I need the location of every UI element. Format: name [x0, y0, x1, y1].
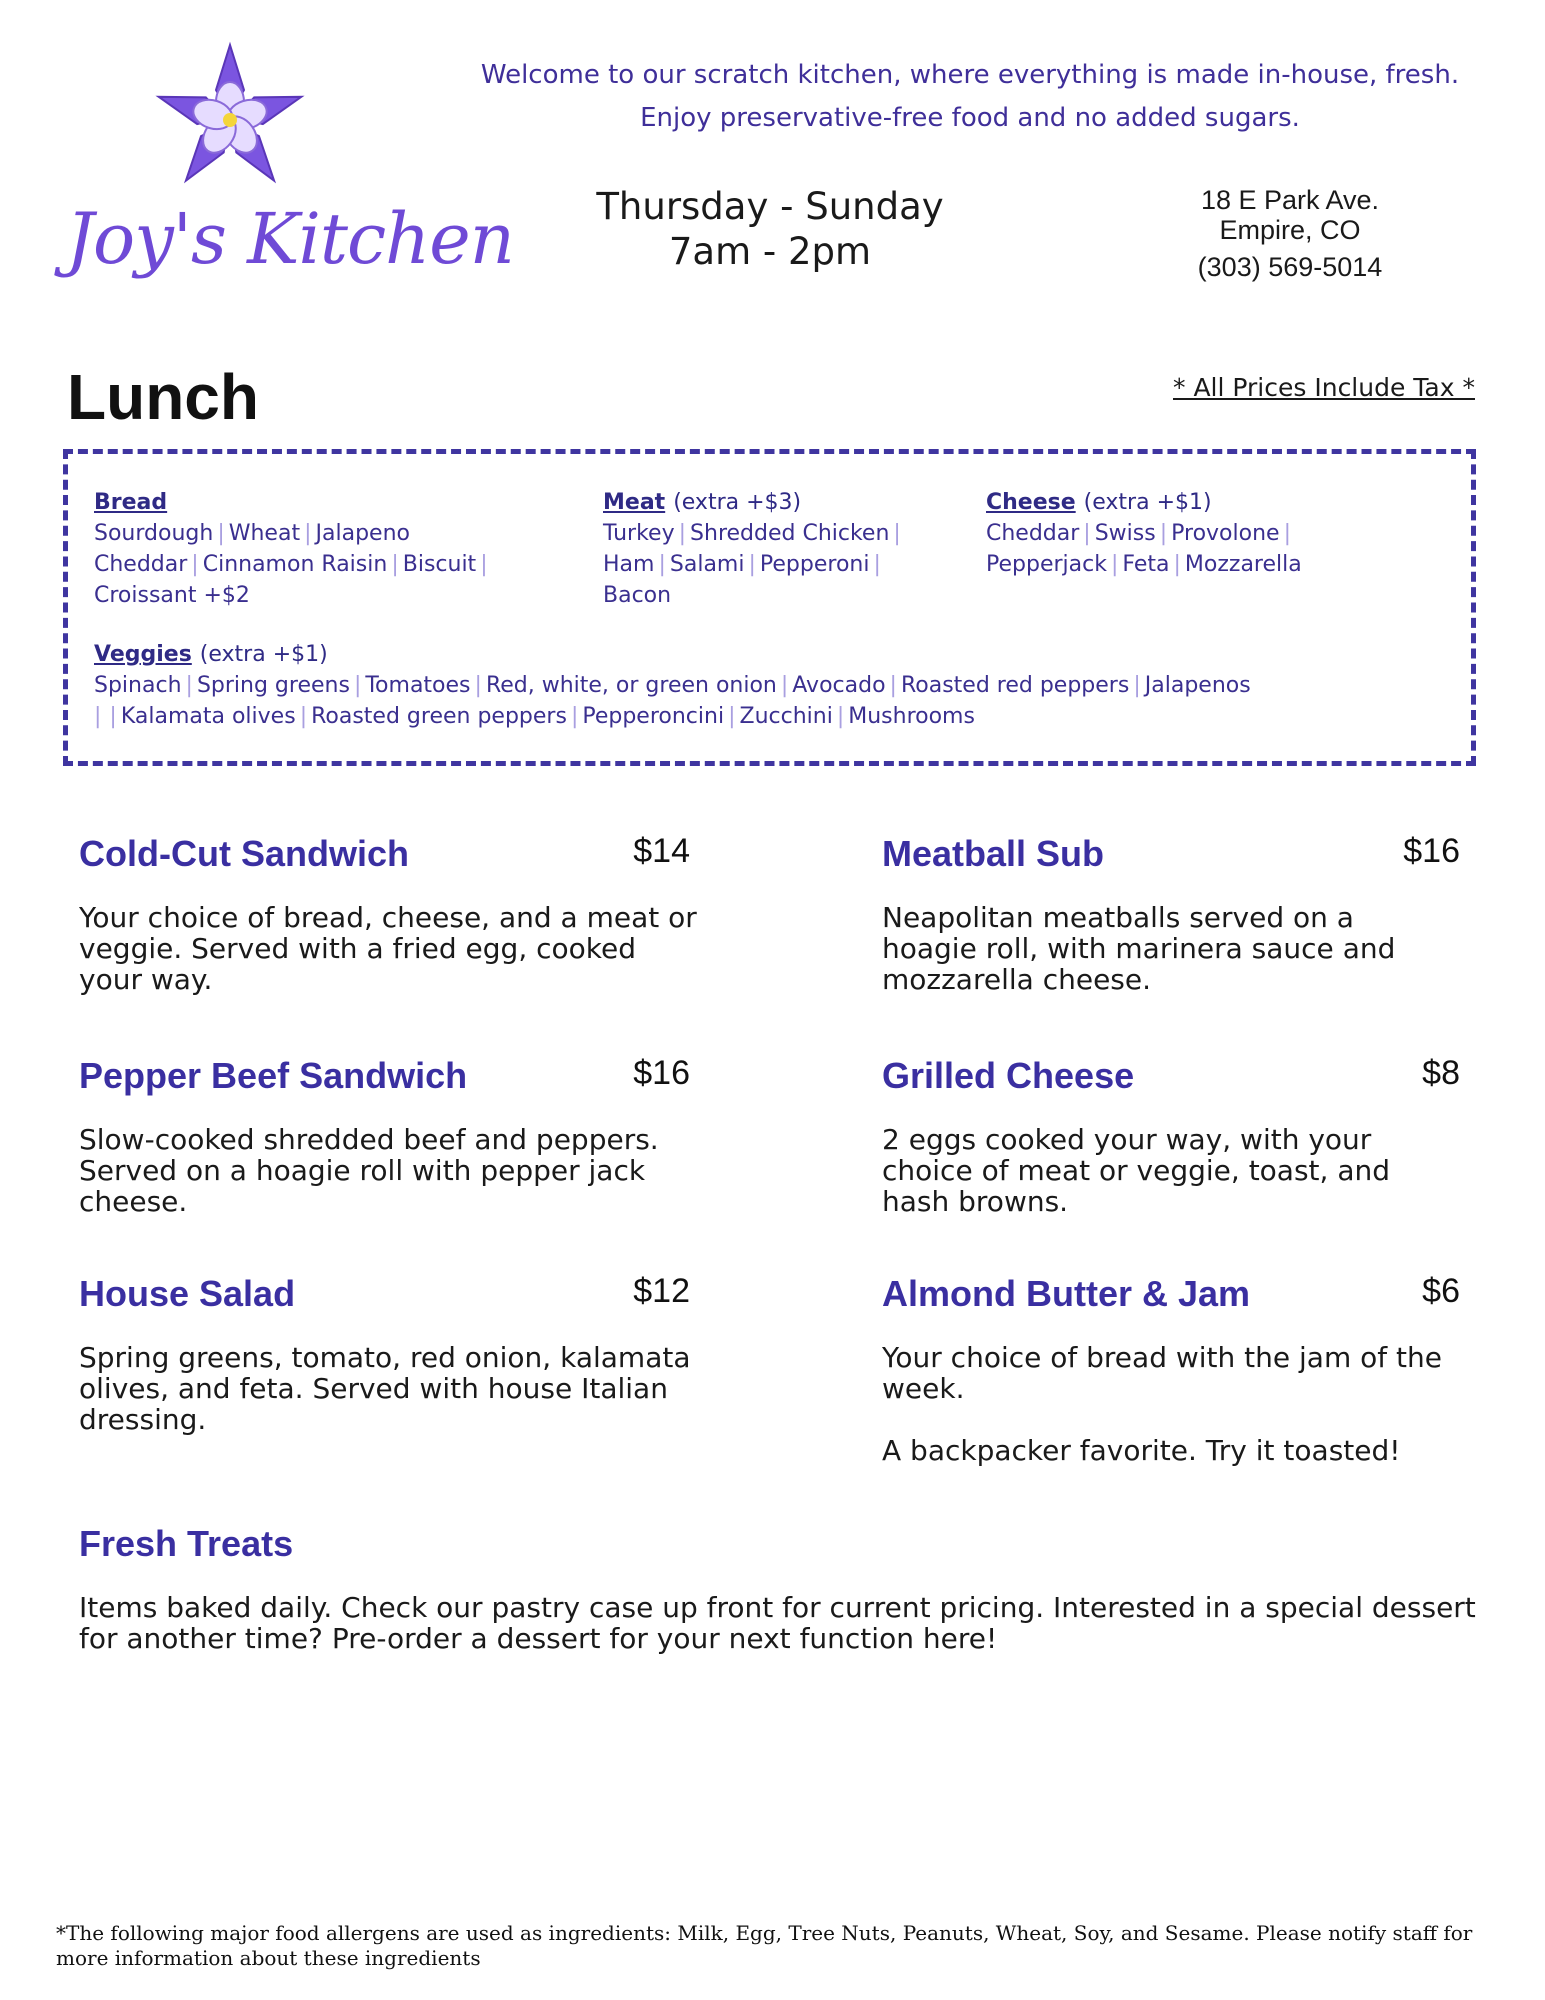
opening-days: Thursday - Sunday — [596, 185, 944, 228]
option-item: Zucchini — [739, 704, 833, 729]
pipe-separator: | — [570, 704, 579, 729]
pipe-separator: | — [1159, 521, 1168, 546]
option-extra: (extra +$3) — [673, 490, 802, 515]
option-group-bread — [94, 487, 574, 611]
option-item: Pepperoncini — [582, 704, 725, 729]
item-description — [882, 902, 1452, 995]
description-paragraph: 2 eggs cooked your way, with your choice of meat or veggie, toast, and hash browns. — [882, 1123, 1391, 1218]
description-paragraph: Neapolitan meatballs served on a hoagie roll, with marinera sauce and mozzarella cheese. — [882, 901, 1396, 996]
option-item: Shredded Chicken — [690, 521, 890, 546]
item-price: $8 — [1422, 1054, 1460, 1092]
pipe-separator: | — [836, 704, 845, 729]
opening-hours — [540, 184, 1000, 274]
tax-note: * All Prices Include Tax * — [1173, 373, 1475, 402]
item-title: Almond Butter & Jam — [882, 1273, 1251, 1314]
address-line-2: Empire, CO — [1219, 215, 1361, 245]
option-row — [94, 549, 574, 580]
welcome-line-1: Welcome to our scratch kitchen, where everything is made in-house, fresh. — [480, 60, 1460, 90]
option-rows — [603, 518, 983, 611]
pipe-separator: | — [1133, 673, 1141, 698]
option-row — [94, 701, 1464, 732]
pipe-separator: | — [728, 704, 736, 729]
treats-description: Items baked daily. Check our pastry case up front for current pricing. Interested in a special dessert for another time? Pre-order a dessert for your next function here! — [79, 1591, 1476, 1655]
pipe-separator: | — [678, 521, 687, 546]
item-description — [79, 1124, 699, 1217]
option-row — [603, 580, 983, 611]
option-rows — [94, 670, 1464, 732]
item-title: Pepper Beef Sandwich — [79, 1055, 468, 1096]
pipe-separator: | — [1173, 552, 1181, 577]
pipe-separator: | — [1283, 521, 1291, 546]
option-item: Roasted green peppers — [311, 704, 567, 729]
pipe-separator: | — [658, 552, 666, 577]
option-item: Biscuit — [402, 552, 477, 577]
item-description — [882, 1342, 1472, 1466]
pipe-separator: | — [217, 521, 225, 546]
option-item: Salami — [669, 552, 745, 577]
page-title: Lunch — [67, 361, 259, 433]
pipe-separator: | — [353, 673, 362, 698]
option-rows — [94, 518, 574, 611]
pipe-separator: | — [1083, 521, 1091, 546]
description-paragraph: A backpacker favorite. Try it toasted! — [882, 1434, 1401, 1467]
item-price: $16 — [1403, 832, 1460, 870]
address-line-1: 18 E Park Ave. — [1200, 185, 1380, 215]
option-group-meat — [603, 487, 983, 611]
option-heading: Veggies — [94, 642, 192, 667]
option-item: Pepperoni — [759, 552, 870, 577]
description-paragraph: Slow-cooked shredded beef and peppers. Served on a hoagie roll with pepper jack cheese. — [79, 1123, 659, 1218]
option-item: Cheddar — [986, 521, 1080, 546]
welcome-line-2: Enjoy preservative-free food and no added sugars. — [640, 103, 1300, 133]
option-item: Red, white, or green onion — [485, 673, 777, 698]
option-item: Feta — [1122, 552, 1170, 577]
option-item: Tomatoes — [365, 673, 471, 698]
description-paragraph: Spring greens, tomato, red onion, kalamata olives, and feta. Served with house Italian dressing. — [79, 1341, 691, 1436]
option-row — [603, 518, 983, 549]
pipe-separator: | — [889, 673, 897, 698]
pipe-separator: | — [873, 552, 881, 577]
pipe-separator: | — [748, 552, 756, 577]
option-row — [94, 670, 1464, 701]
pipe-separator: | — [191, 552, 199, 577]
description-paragraph: Your choice of bread, cheese, and a meat or veggie. Served with a fried egg, cooked your way. — [79, 901, 697, 996]
option-extra: (extra +$1) — [1083, 490, 1212, 515]
option-row — [603, 549, 983, 580]
description-paragraph: Your choice of bread with the jam of the week. — [882, 1341, 1442, 1405]
option-row — [986, 518, 1466, 549]
pipe-separator: | — [391, 552, 399, 577]
option-item: Spinach — [94, 673, 182, 698]
item-description — [79, 902, 699, 995]
opening-times: 7am - 2pm — [668, 230, 872, 273]
option-item: Ham — [603, 552, 655, 577]
item-price: $12 — [633, 1272, 690, 1310]
option-item: Provolone — [1171, 521, 1280, 546]
option-item: Sourdough — [94, 521, 214, 546]
option-row — [94, 518, 574, 549]
pipe-separator: | — [94, 704, 102, 729]
item-title: Grilled Cheese — [882, 1055, 1135, 1096]
option-heading: Cheese — [986, 490, 1076, 515]
item-title: Meatball Sub — [882, 833, 1105, 874]
pipe-separator: | — [474, 673, 482, 698]
welcome-message — [470, 54, 1470, 140]
option-item: Croissant +$2 — [94, 583, 250, 608]
option-item: Bacon — [603, 583, 672, 608]
option-item: Wheat — [228, 521, 301, 546]
pipe-separator: | — [893, 521, 901, 546]
option-group-cheese — [986, 487, 1466, 580]
option-item: Kalamata olives — [120, 704, 296, 729]
pipe-separator: | — [304, 521, 312, 546]
option-extra: (extra +$1) — [199, 642, 328, 667]
option-item: Jalapeno — [315, 521, 410, 546]
phone-number: (303) 569-5014 — [1197, 252, 1383, 282]
item-title: House Salad — [79, 1273, 296, 1314]
option-rows — [986, 518, 1466, 580]
option-item: Cheddar — [94, 552, 188, 577]
brand-name: Joy's Kitchen — [66, 198, 514, 280]
pipe-separator: | — [780, 673, 789, 698]
option-item: Pepperjack — [986, 552, 1107, 577]
pipe-separator: | — [1110, 552, 1119, 577]
pipe-separator: | — [299, 704, 308, 729]
pipe-separator: | — [480, 552, 488, 577]
item-description — [882, 1124, 1452, 1217]
option-item: Spring greens — [196, 673, 350, 698]
item-description — [79, 1342, 699, 1435]
pipe-separator: | — [109, 704, 117, 729]
option-item: Avocado — [792, 673, 886, 698]
contact-info — [1120, 185, 1460, 282]
option-item: Swiss — [1094, 521, 1156, 546]
item-price: $6 — [1422, 1272, 1460, 1310]
option-item: Mozzarella — [1184, 552, 1302, 577]
item-price: $14 — [633, 832, 690, 870]
option-item: Jalapenos — [1144, 673, 1251, 698]
allergen-footnote: *The following major food allergens are used as ingredients: Milk, Egg, Tree Nuts, Peanuts, Wheat, Soy, and Sesame. Please notify staff for more information about these ingredients — [56, 1921, 1473, 1970]
option-item: Cinnamon Raisin — [202, 552, 388, 577]
option-heading: Bread — [94, 490, 168, 515]
pipe-separator: | — [185, 673, 193, 698]
build-options-box — [63, 449, 1476, 766]
item-price: $16 — [633, 1054, 690, 1092]
option-row — [94, 580, 574, 611]
option-group-veggies — [94, 639, 1464, 732]
option-row — [986, 549, 1466, 580]
brand-logo — [60, 40, 514, 300]
option-item: Turkey — [603, 521, 675, 546]
treats-title: Fresh Treats — [79, 1523, 294, 1564]
option-heading: Meat — [603, 490, 666, 515]
option-item: Roasted red peppers — [900, 673, 1130, 698]
item-title: Cold-Cut Sandwich — [79, 833, 409, 874]
option-item: Mushrooms — [848, 704, 975, 729]
